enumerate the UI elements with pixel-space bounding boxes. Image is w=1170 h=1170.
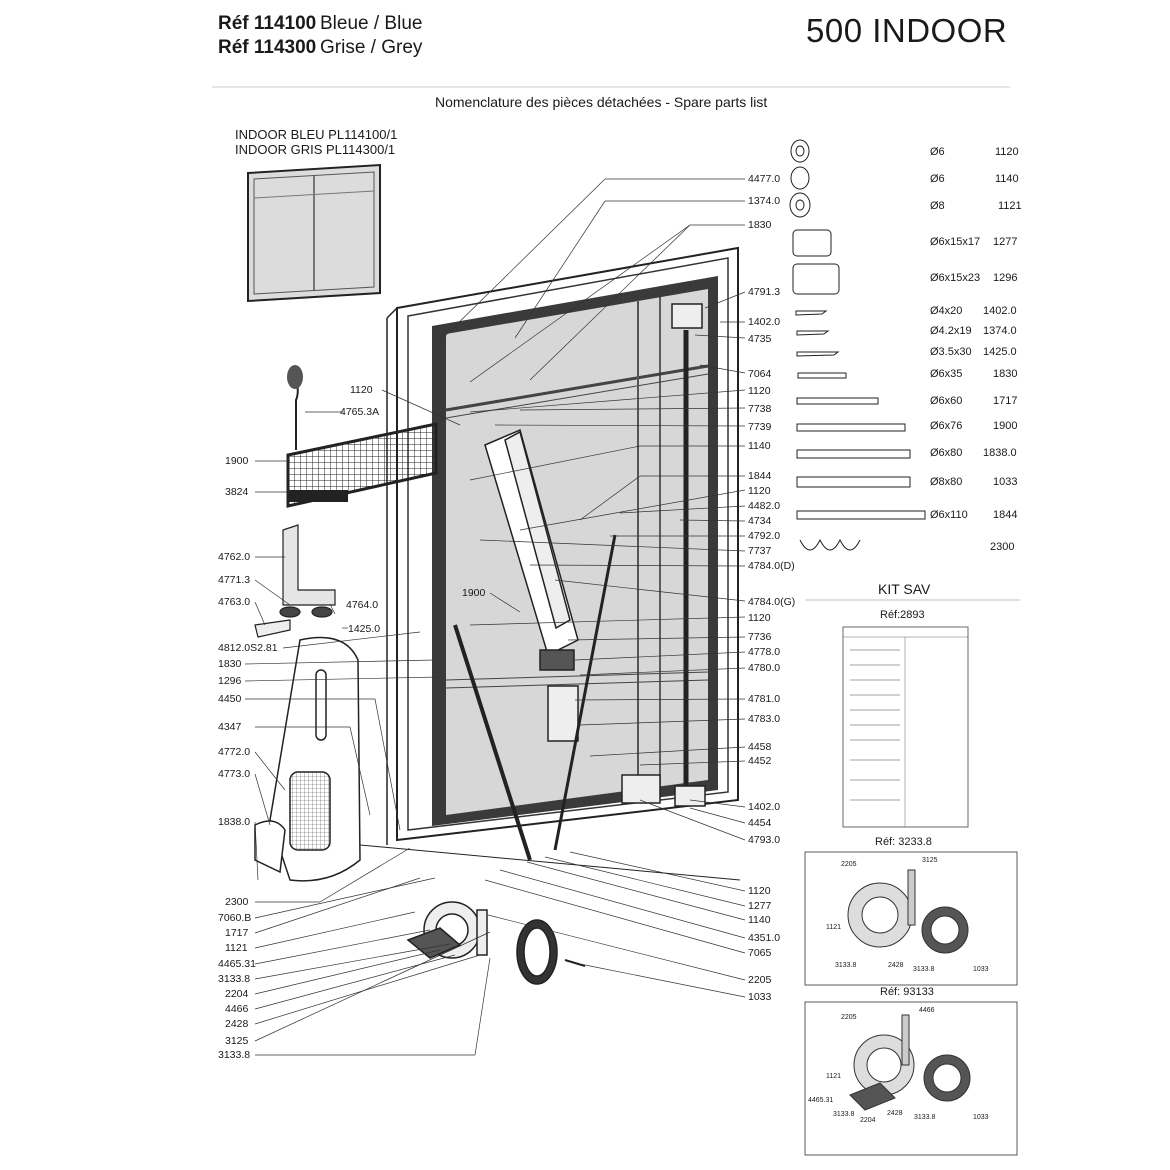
callout: 1830 bbox=[748, 219, 772, 231]
part-code: 1402.0 bbox=[983, 305, 1017, 317]
model-title: 500 INDOOR bbox=[806, 12, 1008, 49]
callout: 4784.0(G) bbox=[748, 596, 796, 608]
callout: 1120 bbox=[748, 385, 771, 397]
callout: 4454 bbox=[748, 817, 772, 829]
callout: 3824 bbox=[225, 486, 249, 498]
kit-label: 2204 bbox=[860, 1117, 876, 1124]
callout: 2300 bbox=[225, 896, 249, 908]
callout: 1120 bbox=[748, 485, 771, 497]
kit-label: 2428 bbox=[887, 1110, 903, 1117]
callout: 1296 bbox=[218, 675, 242, 687]
kit-ref-2893: Réf:2893 bbox=[880, 609, 925, 621]
kit-title: KIT SAV bbox=[878, 581, 931, 597]
part-size: Ø6 bbox=[930, 146, 945, 158]
callout: 4458 bbox=[748, 741, 772, 753]
callout: 1425.0 bbox=[348, 623, 381, 635]
kit-label: 3125 bbox=[922, 857, 938, 864]
callout: 4763.0 bbox=[218, 596, 251, 608]
part-code: 1033 bbox=[993, 476, 1018, 488]
callout: 7739 bbox=[748, 421, 772, 433]
callout: 4734 bbox=[748, 515, 772, 527]
part-code: 1277 bbox=[993, 236, 1018, 248]
part-code: 1374.0 bbox=[983, 325, 1017, 337]
part-size: Ø6 bbox=[930, 173, 945, 185]
callout: 4812.0S2.81 bbox=[218, 642, 278, 654]
part-code: 1844 bbox=[993, 509, 1018, 521]
callout: 4452 bbox=[748, 755, 772, 767]
callout: 1830 bbox=[218, 658, 242, 670]
kit-ref-3233: Réf: 3233.8 bbox=[875, 836, 932, 848]
callout: 4791.3 bbox=[748, 286, 781, 298]
kit-label: 1033 bbox=[973, 966, 989, 973]
callout: 4762.0 bbox=[218, 551, 251, 563]
part-code: 1838.0 bbox=[983, 447, 1017, 459]
callout: 1838.0 bbox=[218, 816, 251, 828]
part-code: 1900 bbox=[993, 420, 1018, 432]
callout: 1140 bbox=[748, 440, 771, 452]
ref-line-1: Réf 114100 Bleue / Blue bbox=[218, 13, 423, 34]
callout: 2205 bbox=[748, 974, 772, 986]
small-panel-image bbox=[248, 165, 380, 301]
callout: 1717 bbox=[225, 927, 249, 939]
callout: 4465.31 bbox=[218, 958, 256, 970]
callout: 4477.0 bbox=[748, 173, 781, 185]
callout: 4450 bbox=[218, 693, 242, 705]
callout: 4778.0 bbox=[748, 646, 781, 658]
kit-label: 2205 bbox=[841, 1014, 857, 1021]
callout: 4780.0 bbox=[748, 662, 781, 674]
callout: 2428 bbox=[225, 1018, 249, 1030]
callout: 1277 bbox=[748, 900, 772, 912]
part-size: Ø6x110 bbox=[930, 509, 968, 521]
kit-label: 3133.8 bbox=[835, 962, 857, 969]
part-size: Ø8 bbox=[930, 200, 945, 212]
callout: 4466 bbox=[225, 1003, 249, 1015]
callout: 7736 bbox=[748, 631, 772, 643]
callout: 2204 bbox=[225, 988, 249, 1000]
part-code: 2300 bbox=[990, 541, 1015, 553]
callout: 1120 bbox=[748, 612, 771, 624]
callout: 4781.0 bbox=[748, 693, 781, 705]
part-code: 1717 bbox=[993, 395, 1018, 407]
side-cover bbox=[255, 638, 360, 881]
kit-label: 1121 bbox=[826, 1073, 842, 1080]
callout: 7065 bbox=[748, 947, 772, 959]
part-size: Ø8x80 bbox=[930, 476, 963, 488]
callout: 4765.3A bbox=[340, 406, 380, 418]
callout: 4482.0 bbox=[748, 500, 781, 512]
kit-label: 4466 bbox=[919, 1007, 935, 1014]
part-size: Ø6x60 bbox=[930, 395, 963, 407]
kit-label: 3133.8 bbox=[914, 1114, 936, 1121]
part-size: Ø4x20 bbox=[930, 305, 963, 317]
kit-label: 3133.8 bbox=[833, 1111, 855, 1118]
callout: 7737 bbox=[748, 545, 772, 557]
part-size: Ø6x76 bbox=[930, 420, 963, 432]
callout: 1844 bbox=[748, 470, 772, 482]
part-code: 1140 bbox=[995, 173, 1019, 185]
callout: 3125 bbox=[225, 1035, 249, 1047]
kit-label: 3133.8 bbox=[913, 966, 935, 973]
callout: 3133.8 bbox=[218, 1049, 251, 1061]
callout: 1402.0 bbox=[748, 316, 781, 328]
callout: 4772.0 bbox=[218, 746, 251, 758]
part-size: Ø6x35 bbox=[930, 368, 963, 380]
panel-ref-blue: INDOOR BLEU PL114100/1 bbox=[235, 127, 398, 142]
callout: 1121 bbox=[225, 942, 248, 954]
kit-label: 4465.31 bbox=[808, 1097, 834, 1104]
callout: 1402.0 bbox=[748, 801, 781, 813]
kit-label: 1033 bbox=[973, 1114, 989, 1121]
callout: 4773.0 bbox=[218, 768, 251, 780]
subtitle: Nomenclature des pièces détachées - Spare parts list bbox=[435, 94, 768, 110]
hardware-icons bbox=[790, 140, 925, 550]
part-code: 1425.0 bbox=[983, 346, 1017, 358]
callout: 7738 bbox=[748, 403, 772, 415]
callout: 1120 bbox=[350, 384, 373, 396]
ref-line-2: Réf 114300 Grise / Grey bbox=[218, 37, 423, 58]
part-code: 1120 bbox=[995, 146, 1019, 158]
callout: 3133.8 bbox=[218, 973, 251, 985]
kit-label: 2428 bbox=[888, 962, 904, 969]
kit-label: 2205 bbox=[841, 861, 857, 868]
part-code: 1830 bbox=[993, 368, 1018, 380]
callout: 7064 bbox=[748, 368, 772, 380]
part-size: Ø6x15x23 bbox=[930, 272, 981, 284]
part-size: Ø4.2x19 bbox=[930, 325, 972, 337]
callout: 1374.0 bbox=[748, 195, 781, 207]
callout: 4783.0 bbox=[748, 713, 781, 725]
kit-label: 1121 bbox=[826, 924, 842, 931]
callout: 4784.0(D) bbox=[748, 560, 795, 572]
callout: 4771.3 bbox=[218, 574, 251, 586]
callout: 7060.B bbox=[218, 912, 252, 924]
callout: 1900 bbox=[225, 455, 249, 467]
kit-2893-sheet bbox=[843, 627, 968, 827]
part-code: 1296 bbox=[993, 272, 1018, 284]
kit-ref-93133: Réf: 93133 bbox=[880, 986, 934, 998]
callout: 4793.0 bbox=[748, 834, 781, 846]
part-size: Ø3.5x30 bbox=[930, 346, 972, 358]
callout: 1033 bbox=[748, 991, 772, 1003]
part-size: Ø6x80 bbox=[930, 447, 963, 459]
callout: 1120 bbox=[748, 885, 771, 897]
panel-ref-grey: INDOOR GRIS PL114300/1 bbox=[235, 142, 396, 157]
callout: 4735 bbox=[748, 333, 772, 345]
net-post bbox=[255, 525, 335, 637]
part-code: 1121 bbox=[998, 200, 1022, 212]
callout: 4347 bbox=[218, 721, 242, 733]
callout: 1140 bbox=[748, 914, 771, 926]
callout: 1900 bbox=[462, 587, 486, 599]
callout: 4764.0 bbox=[346, 599, 379, 611]
callout: 4351.0 bbox=[748, 932, 781, 944]
callout: 4792.0 bbox=[748, 530, 781, 542]
wheels bbox=[408, 902, 585, 984]
part-size: Ø6x15x17 bbox=[930, 236, 981, 248]
